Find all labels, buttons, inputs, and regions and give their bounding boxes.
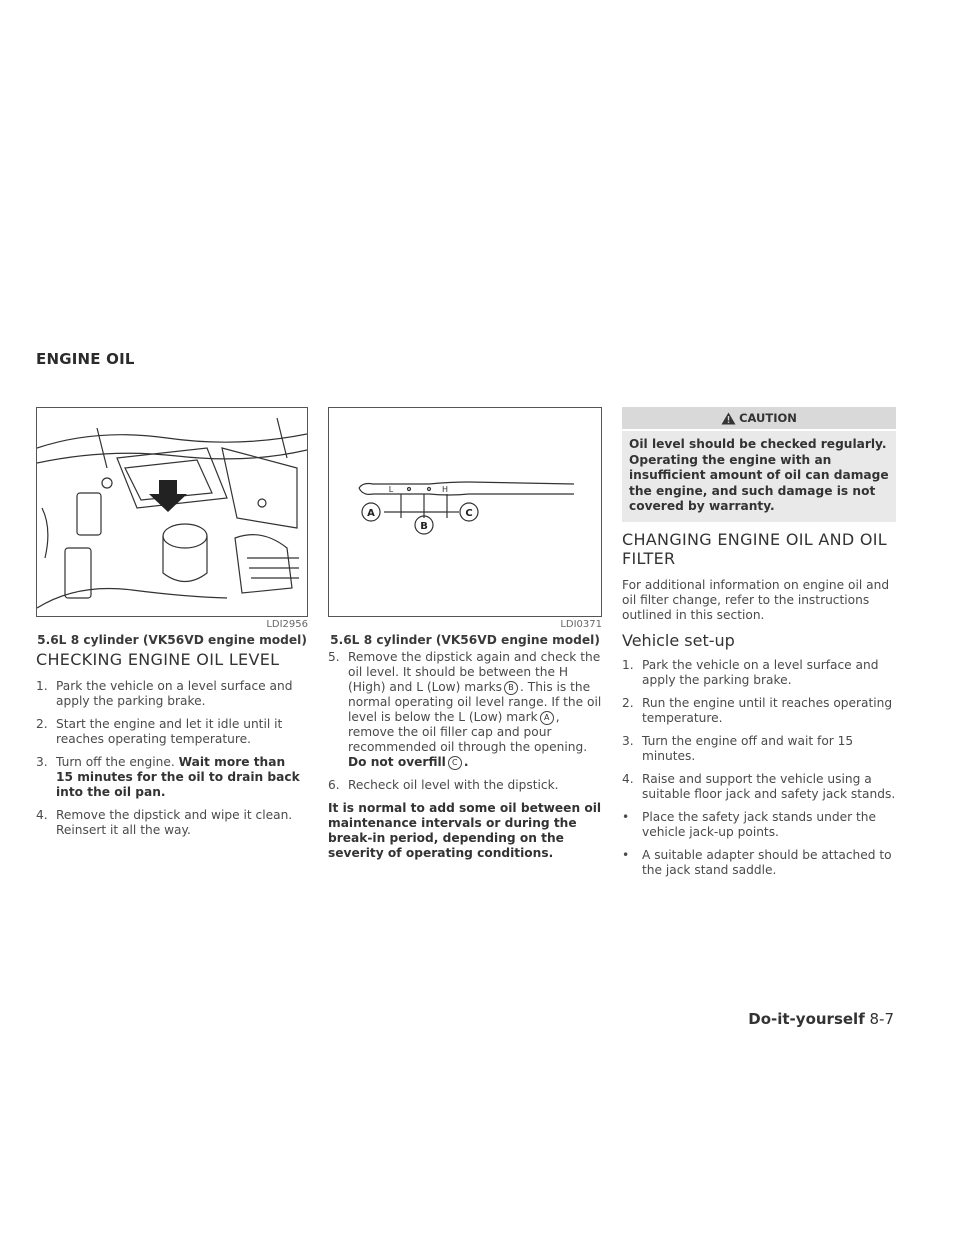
list-item: 3. Turn the engine off and wait for 15 minutes. xyxy=(622,733,854,763)
list-item: 3. Turn off the engine. Wait more than 15 minutes for the oil to drain back into the oil pan. xyxy=(36,755,300,799)
label-a: A xyxy=(367,508,375,519)
list-item: 5. Remove the dipstick again and check the oil level. It should be between the H (High) and L (Low) marks B . This is the normal operating oil level range. If the oil level is below the L (Low) mark A , remove the oil filler cap and pour recommended oil through the opening. Do not overfill C . xyxy=(328,650,602,769)
caution-body: Oil level should be checked regularly. Operating the engine with an insufficient amount of oil can damage the engine, and such damage is not covered by warranty. xyxy=(622,431,896,522)
column-1 xyxy=(36,650,306,846)
mark-c-icon: C xyxy=(448,756,462,770)
engine-illustration xyxy=(37,408,307,616)
intro-paragraph: For additional information on engine oil and oil filter change, refer to the instructions outlined in this section. xyxy=(622,577,890,622)
dipstick-diagram xyxy=(329,408,601,616)
mark-a-icon: A xyxy=(540,711,554,725)
page-footer xyxy=(748,1010,894,1028)
figure-caption: 5.6L 8 cylinder (VK56VD engine model) xyxy=(330,633,600,647)
mark-b-icon: B xyxy=(504,681,518,695)
label-c: C xyxy=(465,508,473,519)
mark-h: H xyxy=(441,485,449,494)
list-item: 1. Park the vehicle on a level surface and apply the parking brake. xyxy=(36,679,293,708)
subheading-vehicle-setup: Vehicle set-up xyxy=(622,630,735,650)
footer-section: Do-it-yourself xyxy=(748,1010,865,1028)
checking-steps-continued xyxy=(328,650,602,793)
warning-icon xyxy=(721,412,736,425)
checking-steps xyxy=(36,679,306,838)
arrow-down-icon xyxy=(149,480,187,512)
list-item: 1. Park the vehicle on a level surface and apply the parking brake. xyxy=(622,657,879,687)
heading-checking-oil: CHECKING ENGINE OIL LEVEL xyxy=(36,650,280,669)
setup-bullets xyxy=(622,810,896,878)
engine-figure xyxy=(36,407,308,617)
caution-header: CAUTION xyxy=(622,407,896,429)
list-item: • A suitable adapter should be attached to the jack stand saddle. xyxy=(622,847,892,877)
list-item: 2. Start the engine and let it idle until it reaches operating temperature. xyxy=(36,717,283,746)
setup-steps xyxy=(622,658,896,802)
list-item: 2. Run the engine until it reaches operating temperature. xyxy=(622,695,893,725)
label-b: B xyxy=(420,521,428,532)
section-header: ENGINE OIL xyxy=(36,350,135,368)
figure-caption: 5.6L 8 cylinder (VK56VD engine model) xyxy=(37,633,307,647)
column-3 xyxy=(622,407,896,886)
mark-l: L xyxy=(388,485,394,494)
page-number: 8-7 xyxy=(869,1010,894,1028)
figure-code: LDI0371 xyxy=(560,619,602,630)
break-in-note: It is normal to add some oil between oil maintenance intervals or during the break-in period, depending on the severity of operating conditions. xyxy=(328,801,602,860)
list-item: • Place the safety jack stands under the vehicle jack-up points. xyxy=(622,809,876,839)
heading-changing-oil: CHANGING ENGINE OIL AND OIL FILTER xyxy=(622,529,888,568)
figure-code: LDI2956 xyxy=(266,619,308,630)
column-2 xyxy=(328,650,602,869)
list-item: 4. Raise and support the vehicle using a suitable floor jack and safety jack stands. xyxy=(622,771,896,801)
list-item: 4. Remove the dipstick and wipe it clean. Reinsert it all the way. xyxy=(36,808,293,837)
list-item: 6. Recheck oil level with the dipstick. xyxy=(328,778,559,792)
dipstick-figure xyxy=(328,407,602,617)
